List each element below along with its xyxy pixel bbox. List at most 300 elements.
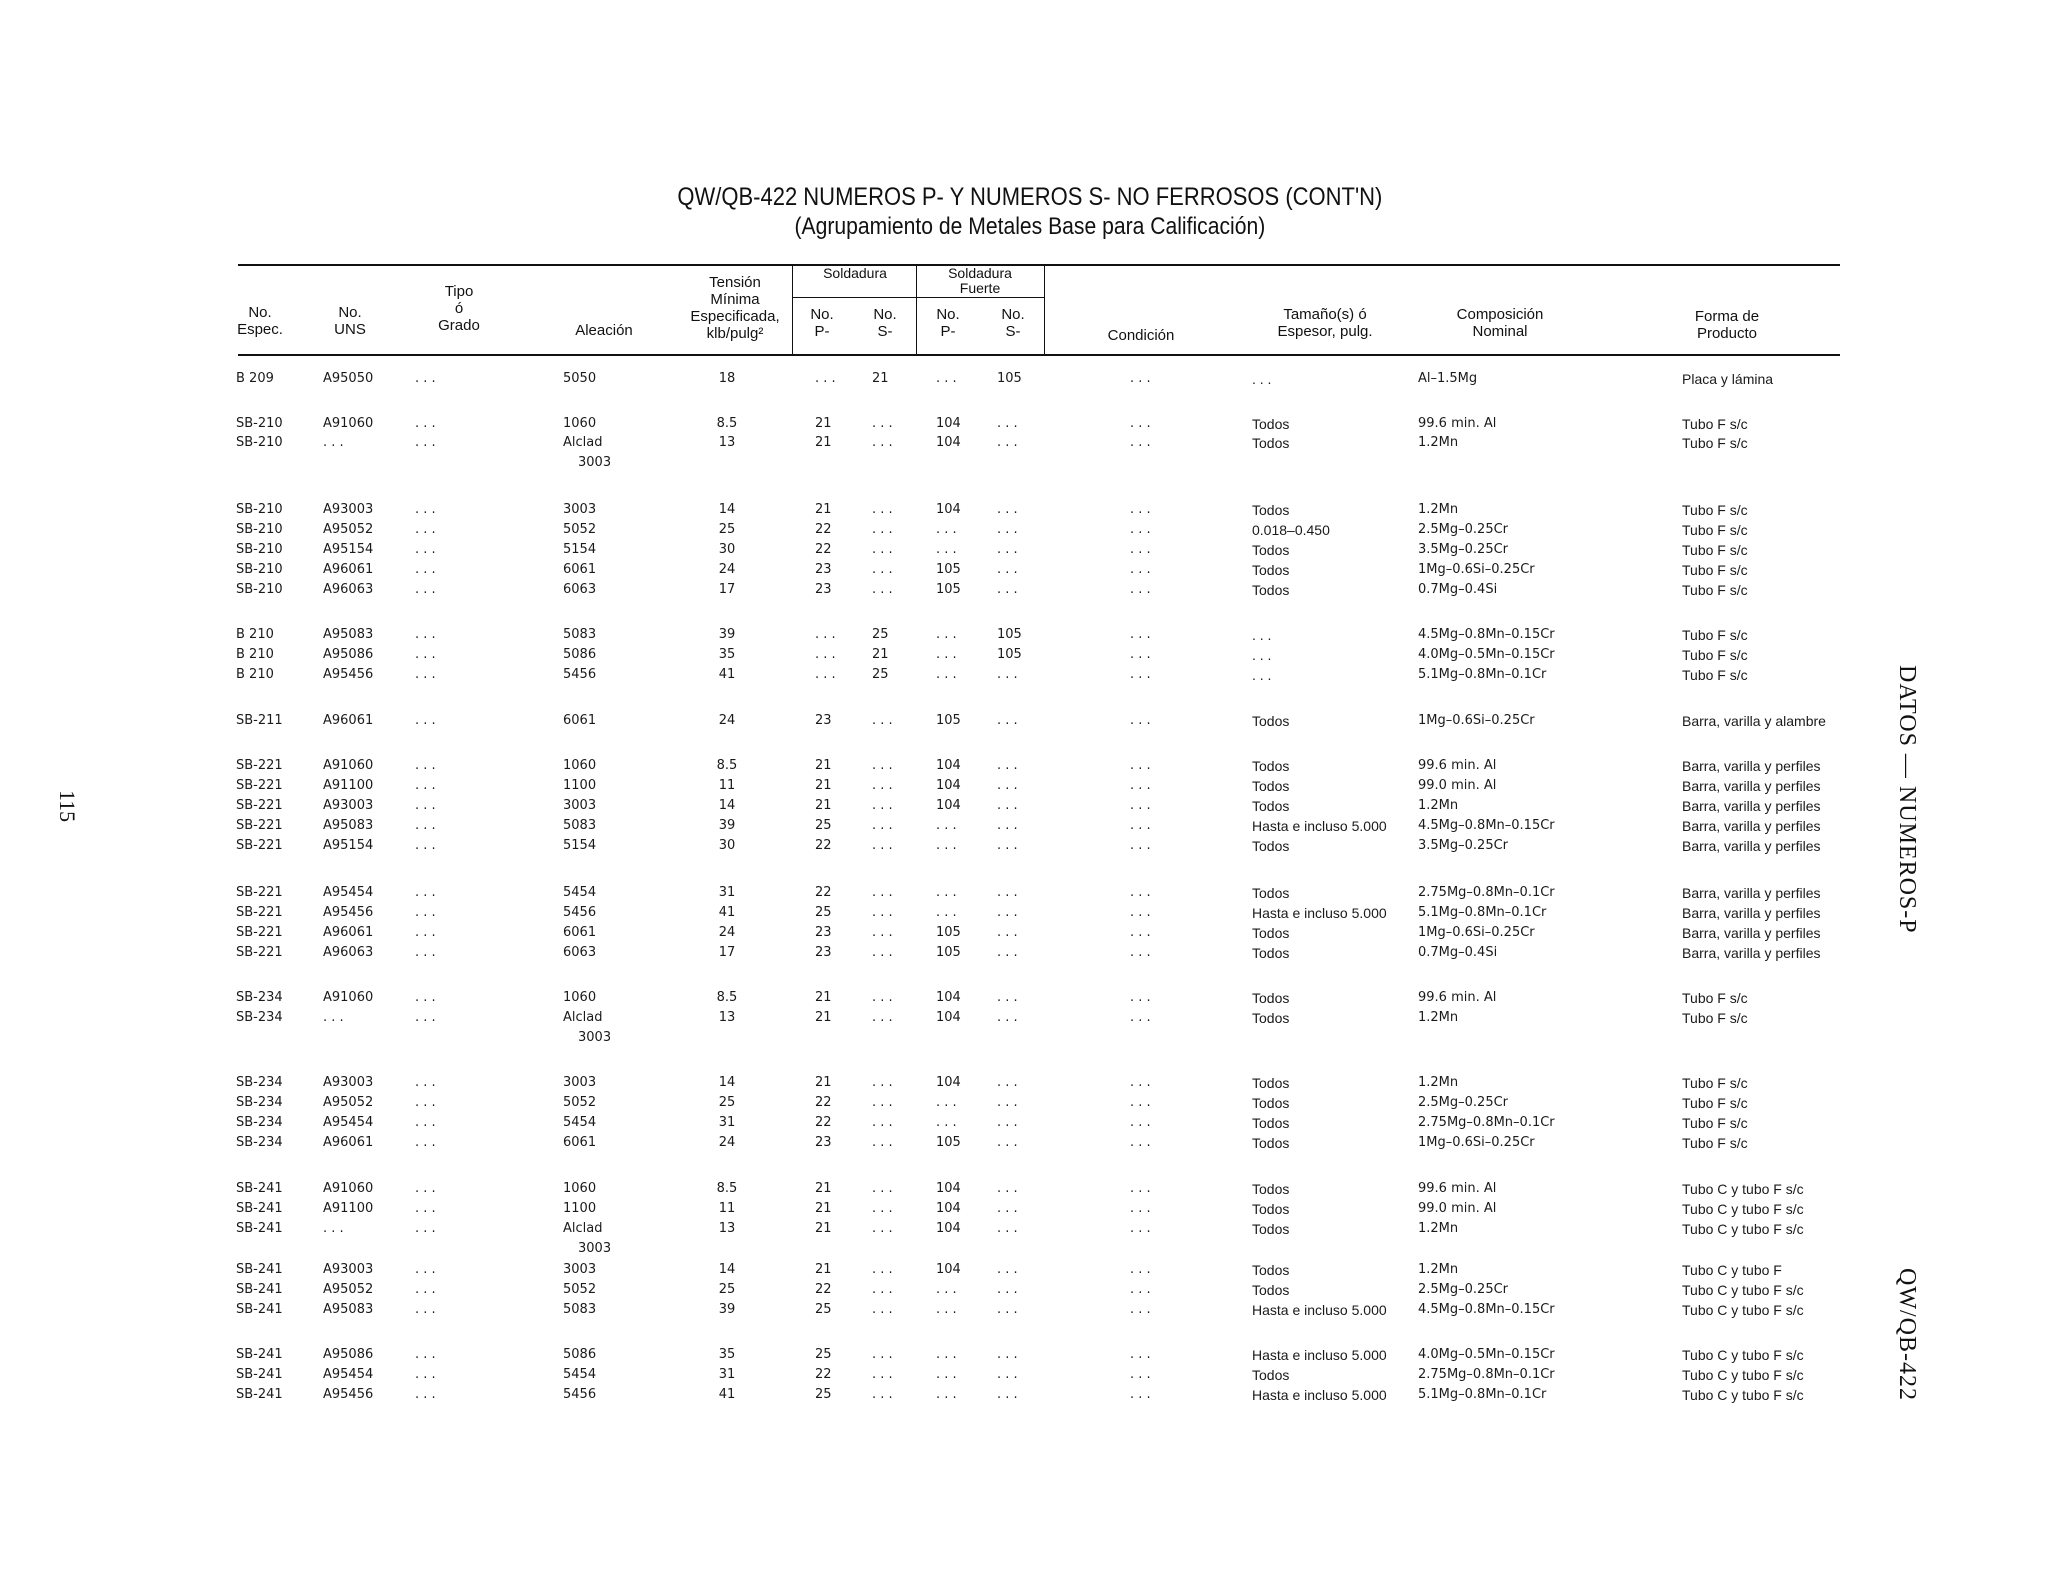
cell-soldadura-s: . . .: [872, 758, 893, 773]
cell-uns: A95154: [323, 542, 374, 557]
cell-aleacion: Alclad: [563, 1221, 603, 1236]
cell-condicion: . . .: [1130, 905, 1151, 920]
cell-condicion: . . .: [1130, 582, 1151, 597]
cell-forma: Tubo C y tubo F s/c: [1682, 1201, 1804, 1217]
cell-forma: Barra, varilla y perfiles: [1682, 838, 1821, 854]
cell-uns: A95454: [323, 1367, 374, 1382]
cell-forma: Tubo F s/c: [1682, 542, 1748, 558]
cell-fuerte-p: . . .: [936, 647, 957, 662]
cell-composicion: 1.2Mn: [1418, 1262, 1459, 1277]
header-composicion-line: Composición: [1456, 306, 1544, 323]
cell-tipo: . . .: [415, 1221, 436, 1236]
cell-tipo: . . .: [415, 1115, 436, 1130]
cell-soldadura-p: 23: [815, 925, 832, 940]
cell-soldadura-s: . . .: [872, 885, 893, 900]
cell-tipo: . . .: [415, 1387, 436, 1402]
cell-fuerte-s: . . .: [997, 522, 1018, 537]
cell-uns: A93003: [323, 1075, 374, 1090]
cell-tension: 41: [718, 667, 736, 682]
cell-tamano: Hasta e incluso 5.000: [1252, 818, 1387, 834]
cell-aleacion: 3003: [563, 502, 597, 517]
cell-soldadura-s: . . .: [872, 1201, 893, 1216]
cell-espec: SB-241: [236, 1387, 283, 1402]
cell-fuerte-p: 105: [936, 1135, 961, 1150]
cell-fuerte-p: 105: [936, 945, 961, 960]
cell-espec: SB-221: [236, 905, 283, 920]
cell-tipo: . . .: [415, 1282, 436, 1297]
cell-tension: 24: [718, 562, 736, 577]
cell-fuerte-p: 104: [936, 1221, 961, 1236]
header-fuerte-s-line: No.: [1001, 306, 1025, 323]
cell-espec: SB-210: [236, 582, 283, 597]
cell-soldadura-s: . . .: [872, 435, 893, 450]
cell-tension: 39: [718, 1302, 736, 1317]
header-soldadura-s-line: S-: [877, 323, 893, 340]
cell-tension: 18: [718, 371, 736, 386]
cell-tamano: 0.018–0.450: [1252, 522, 1330, 538]
cell-fuerte-p: . . .: [936, 1367, 957, 1382]
cell-forma: Tubo F s/c: [1682, 435, 1748, 451]
cell-soldadura-s: . . .: [872, 1095, 893, 1110]
cell-forma: Tubo C y tubo F s/c: [1682, 1282, 1804, 1298]
cell-espec: SB-234: [236, 1010, 283, 1025]
header-condicion: [1061, 327, 1221, 344]
cell-condicion: . . .: [1130, 1181, 1151, 1196]
cell-aleacion: 1100: [563, 1201, 597, 1216]
cell-soldadura-s: . . .: [872, 945, 893, 960]
cell-condicion: . . .: [1130, 1347, 1151, 1362]
cell-composicion: 1.2Mn: [1418, 1221, 1459, 1236]
cell-composicion: 1.2Mn: [1418, 1075, 1459, 1090]
cell-uns: A95083: [323, 1302, 374, 1317]
cell-composicion: 2.5Mg–0.25Cr: [1418, 1095, 1509, 1110]
cell-tipo: . . .: [415, 925, 436, 940]
cell-uns: A95052: [323, 522, 374, 537]
cell-soldadura-p: . . .: [815, 371, 836, 386]
cell-composicion: 0.7Mg–0.4Si: [1418, 945, 1498, 960]
header-tension-line: Tensión: [709, 274, 761, 291]
cell-forma: Tubo C y tubo F s/c: [1682, 1181, 1804, 1197]
cell-forma: Tubo C y tubo F s/c: [1682, 1347, 1804, 1363]
cell-fuerte-p: 104: [936, 1010, 961, 1025]
cell-fuerte-p: 104: [936, 1181, 961, 1196]
header-tipo-line: Tipo: [444, 283, 474, 300]
cell-fuerte-p: . . .: [936, 627, 957, 642]
cell-soldadura-s: . . .: [872, 1282, 893, 1297]
cell-tamano: Todos: [1252, 562, 1290, 578]
cell-tipo: . . .: [415, 582, 436, 597]
cell-espec: SB-234: [236, 1075, 283, 1090]
cell-tipo: . . .: [415, 1010, 436, 1025]
cell-composicion: 2.5Mg–0.25Cr: [1418, 522, 1509, 537]
cell-tipo: . . .: [415, 1367, 436, 1382]
cell-aleacion: 6061: [563, 1135, 597, 1150]
cell-tension: 31: [718, 1115, 736, 1130]
cell-soldadura-p: 21: [815, 1075, 832, 1090]
table-title: QW/QB-422 NUMEROS P- Y NUMEROS S- NO FERROSOS (CONT'N): [677, 183, 1383, 211]
cell-forma: Barra, varilla y perfiles: [1682, 778, 1821, 794]
cell-tamano: Todos: [1252, 1262, 1290, 1278]
cell-tension: 14: [718, 502, 736, 517]
cell-soldadura-s: . . .: [872, 713, 893, 728]
cell-aleacion: 5052: [563, 522, 597, 537]
cell-aleacion: 5456: [563, 667, 597, 682]
cell-condicion: . . .: [1130, 838, 1151, 853]
cell-composicion: 99.0 min. Al: [1418, 1201, 1497, 1216]
cell-tension: 24: [718, 1135, 736, 1150]
cell-uns: A93003: [323, 502, 374, 517]
header-tension-line: klb/pulg²: [706, 325, 764, 342]
cell-condicion: . . .: [1130, 1387, 1151, 1402]
cell-composicion: 1.2Mn: [1418, 1010, 1459, 1025]
cell-espec: SB-221: [236, 758, 283, 773]
cell-fuerte-p: . . .: [936, 838, 957, 853]
cell-soldadura-s: . . .: [872, 562, 893, 577]
cell-tipo: . . .: [415, 416, 436, 431]
cell-forma: Barra, varilla y perfiles: [1682, 925, 1821, 941]
cell-forma: Tubo F s/c: [1682, 416, 1748, 432]
cell-composicion: 1Mg–0.6Si–0.25Cr: [1418, 1135, 1535, 1150]
cell-tamano: Todos: [1252, 502, 1290, 518]
cell-fuerte-s: 105: [997, 647, 1022, 662]
cell-tipo: . . .: [415, 627, 436, 642]
cell-condicion: . . .: [1130, 522, 1151, 537]
cell-tipo: . . .: [415, 990, 436, 1005]
cell-soldadura-p: 23: [815, 582, 832, 597]
cell-fuerte-s: . . .: [997, 838, 1018, 853]
cell-fuerte-p: . . .: [936, 885, 957, 900]
cell-espec: SB-221: [236, 798, 283, 813]
cell-tamano: Todos: [1252, 416, 1290, 432]
cell-soldadura-p: 23: [815, 1135, 832, 1150]
cell-forma: Tubo F s/c: [1682, 1095, 1748, 1111]
cell-tipo: . . .: [415, 713, 436, 728]
cell-tipo: . . .: [415, 1347, 436, 1362]
cell-composicion: 99.6 min. Al: [1418, 1181, 1497, 1196]
cell-composicion: 5.1Mg–0.8Mn–0.1Cr: [1418, 667, 1547, 682]
cell-soldadura-s: . . .: [872, 1135, 893, 1150]
cell-uns: A95456: [323, 667, 374, 682]
cell-forma: Barra, varilla y perfiles: [1682, 758, 1821, 774]
cell-espec: SB-241: [236, 1347, 283, 1362]
cell-soldadura-p: 23: [815, 945, 832, 960]
cell-soldadura-p: 22: [815, 1095, 832, 1110]
cell-composicion: 1Mg–0.6Si–0.25Cr: [1418, 925, 1535, 940]
cell-tamano: Todos: [1252, 1282, 1290, 1298]
cell-tipo: . . .: [415, 371, 436, 386]
cell-tamano: Todos: [1252, 838, 1290, 854]
cell-composicion: 5.1Mg–0.8Mn–0.1Cr: [1418, 1387, 1547, 1402]
cell-fuerte-p: . . .: [936, 1387, 957, 1402]
cell-tension: 31: [718, 885, 736, 900]
cell-condicion: . . .: [1130, 562, 1151, 577]
cell-uns: A95456: [323, 905, 374, 920]
cell-fuerte-s: . . .: [997, 1115, 1018, 1130]
cell-tamano: Todos: [1252, 925, 1290, 941]
header-forma: [1647, 308, 1807, 342]
cell-tipo: . . .: [415, 905, 436, 920]
cell-tamano: . . .: [1252, 647, 1272, 663]
cell-soldadura-p: . . .: [815, 627, 836, 642]
cell-tamano: Todos: [1252, 1115, 1290, 1131]
cell-fuerte-p: 105: [936, 562, 961, 577]
cell-condicion: . . .: [1130, 1095, 1151, 1110]
cell-aleacion: 5454: [563, 885, 597, 900]
cell-soldadura-p: 25: [815, 1302, 832, 1317]
cell-soldadura-s: . . .: [872, 1302, 893, 1317]
cell-espec: SB-210: [236, 542, 283, 557]
cell-forma: Tubo F s/c: [1682, 562, 1748, 578]
cell-tipo: . . .: [415, 885, 436, 900]
cell-tamano: . . .: [1252, 627, 1272, 643]
cell-fuerte-s: . . .: [997, 1201, 1018, 1216]
cell-tension: 24: [718, 925, 736, 940]
cell-uns: A95086: [323, 1347, 374, 1362]
cell-fuerte-p: 104: [936, 1075, 961, 1090]
cell-tension: 14: [718, 1262, 736, 1277]
cell-forma: Barra, varilla y alambre: [1682, 713, 1826, 729]
cell-tension: 24: [718, 713, 736, 728]
cell-condicion: . . .: [1130, 925, 1151, 940]
cell-uns: . . .: [323, 1221, 344, 1236]
cell-espec: SB-234: [236, 1095, 283, 1110]
cell-fuerte-p: . . .: [936, 1115, 957, 1130]
cell-tamano: Todos: [1252, 582, 1290, 598]
header-tension-line: Mínima: [710, 291, 760, 308]
cell-soldadura-s: . . .: [872, 522, 893, 537]
cell-tamano: Todos: [1252, 1075, 1290, 1091]
cell-forma: Tubo C y tubo F s/c: [1682, 1387, 1804, 1403]
cell-tipo: . . .: [415, 778, 436, 793]
cell-uns: A95050: [323, 371, 374, 386]
cell-tipo: . . .: [415, 542, 436, 557]
header-soldadura-p-line: No.: [810, 306, 834, 323]
cell-fuerte-s: . . .: [997, 435, 1018, 450]
cell-fuerte-s: . . .: [997, 885, 1018, 900]
cell-tipo: . . .: [415, 562, 436, 577]
cell-tamano: Todos: [1252, 1367, 1290, 1383]
cell-uns: A95456: [323, 1387, 374, 1402]
header-tamano-line: Tamaño(s) ó: [1283, 306, 1367, 323]
cell-uns: A91100: [323, 778, 374, 793]
cell-soldadura-p: 22: [815, 838, 832, 853]
cell-soldadura-s: . . .: [872, 582, 893, 597]
cell-espec: SB-210: [236, 416, 283, 431]
cell-espec: B 210: [236, 647, 274, 662]
cell-espec: SB-221: [236, 945, 283, 960]
cell-forma: Tubo C y tubo F s/c: [1682, 1302, 1804, 1318]
cell-fuerte-p: . . .: [936, 1347, 957, 1362]
cell-soldadura-p: 21: [815, 1262, 832, 1277]
cell-fuerte-p: 104: [936, 1201, 961, 1216]
cell-tension: 11: [718, 778, 736, 793]
cell-composicion: 3.5Mg–0.25Cr: [1418, 542, 1509, 557]
cell-fuerte-s: . . .: [997, 925, 1018, 940]
header-bottom-rule: [238, 354, 1840, 356]
cell-fuerte-s: . . .: [997, 1367, 1018, 1382]
cell-aleacion: 3003: [563, 1262, 597, 1277]
cell-tamano: Todos: [1252, 798, 1290, 814]
cell-tamano: Todos: [1252, 435, 1290, 451]
cell-soldadura-p: 25: [815, 905, 832, 920]
cell-uns: A96061: [323, 1135, 374, 1150]
cell-fuerte-p: . . .: [936, 522, 957, 537]
cell-fuerte-s: . . .: [997, 778, 1018, 793]
header-condicion-line: Condición: [1107, 327, 1175, 344]
cell-fuerte-p: 104: [936, 990, 961, 1005]
header-tamano: [1245, 306, 1405, 340]
cell-fuerte-s: . . .: [997, 502, 1018, 517]
cell-espec: SB-210: [236, 502, 283, 517]
cell-forma: Barra, varilla y perfiles: [1682, 885, 1821, 901]
side-label-section: DATOS — NUMEROS-P: [1894, 665, 1920, 934]
header-tipo: [379, 283, 539, 334]
cell-soldadura-p: 23: [815, 562, 832, 577]
cell-composicion: 1.2Mn: [1418, 435, 1459, 450]
cell-tension: 30: [718, 838, 736, 853]
cell-uns: A95052: [323, 1095, 374, 1110]
cell-tamano: Todos: [1252, 713, 1290, 729]
cell-tension: 13: [718, 435, 736, 450]
cell-fuerte-p: 105: [936, 713, 961, 728]
cell-tension: 14: [718, 1075, 736, 1090]
cell-uns: . . .: [323, 1010, 344, 1025]
cell-condicion: . . .: [1130, 1075, 1151, 1090]
cell-tamano: Todos: [1252, 1221, 1290, 1237]
cell-fuerte-p: 104: [936, 416, 961, 431]
cell-uns: A91100: [323, 1201, 374, 1216]
cell-aleacion: 5154: [563, 542, 597, 557]
cell-fuerte-s: . . .: [997, 1282, 1018, 1297]
header-composicion-line: Nominal: [1472, 323, 1528, 340]
cell-condicion: . . .: [1130, 647, 1151, 662]
cell-fuerte-p: . . .: [936, 1282, 957, 1297]
cell-fuerte-p: . . .: [936, 542, 957, 557]
cell-soldadura-s: . . .: [872, 838, 893, 853]
cell-soldadura-s: 21: [872, 371, 889, 386]
cell-composicion: 0.7Mg–0.4Si: [1418, 582, 1498, 597]
cell-tension: 13: [718, 1221, 736, 1236]
cell-forma: Tubo F s/c: [1682, 502, 1748, 518]
cell-uns: A95086: [323, 647, 374, 662]
cell-espec: SB-221: [236, 925, 283, 940]
cell-aleacion: 5154: [563, 838, 597, 853]
cell-soldadura-p: 21: [815, 990, 832, 1005]
cell-condicion: . . .: [1130, 1302, 1151, 1317]
cell-soldadura-p: 21: [815, 758, 832, 773]
cell-soldadura-p: 22: [815, 1282, 832, 1297]
cell-soldadura-s: 25: [872, 667, 889, 682]
cell-uns: A91060: [323, 416, 374, 431]
header-soldadura-s-line: No.: [873, 306, 897, 323]
cell-soldadura-p: 21: [815, 502, 832, 517]
cell-forma: Tubo C y tubo F s/c: [1682, 1221, 1804, 1237]
cell-condicion: . . .: [1130, 667, 1151, 682]
cell-fuerte-p: . . .: [936, 818, 957, 833]
cell-uns: A95454: [323, 1115, 374, 1130]
cell-tipo: . . .: [415, 1075, 436, 1090]
cell-aleacion: 1060: [563, 416, 597, 431]
cell-forma: Barra, varilla y perfiles: [1682, 798, 1821, 814]
cell-aleacion: Alclad: [563, 1010, 603, 1025]
cell-composicion: 1Mg–0.6Si–0.25Cr: [1418, 713, 1535, 728]
cell-uns: A95154: [323, 838, 374, 853]
cell-composicion: 99.0 min. Al: [1418, 778, 1497, 793]
cell-aleacion: 1060: [563, 990, 597, 1005]
header-tension-line: Especificada,: [690, 308, 780, 325]
header-uns-line: No.: [338, 304, 362, 321]
cell-aleacion: 3003: [563, 798, 597, 813]
header-soldadura: [795, 266, 915, 281]
cell-soldadura-p: 21: [815, 1181, 832, 1196]
cell-tamano: Todos: [1252, 1095, 1290, 1111]
cell-fuerte-s: . . .: [997, 1095, 1018, 1110]
cell-soldadura-p: 22: [815, 522, 832, 537]
cell-condicion: . . .: [1130, 1367, 1151, 1382]
header-fuerte-p-line: No.: [936, 306, 960, 323]
cell-tipo: . . .: [415, 798, 436, 813]
cell-tension: 13: [718, 1010, 736, 1025]
header-soldadura-p-line: P-: [814, 323, 830, 340]
cell-uns: A96063: [323, 945, 374, 960]
cell-espec: SB-221: [236, 838, 283, 853]
cell-fuerte-s: . . .: [997, 818, 1018, 833]
cell-soldadura-s: 21: [872, 647, 889, 662]
cell-forma: Tubo F s/c: [1682, 582, 1748, 598]
cell-soldadura-s: . . .: [872, 1221, 893, 1236]
cell-soldadura-s: . . .: [872, 925, 893, 940]
cell-tamano: Todos: [1252, 990, 1290, 1006]
cell-tamano: . . .: [1252, 371, 1272, 387]
cell-tamano: Todos: [1252, 1010, 1290, 1026]
cell-forma: Barra, varilla y perfiles: [1682, 905, 1821, 921]
cell-fuerte-s: . . .: [997, 416, 1018, 431]
cell-espec: SB-210: [236, 522, 283, 537]
cell-soldadura-s: . . .: [872, 416, 893, 431]
cell-fuerte-p: . . .: [936, 371, 957, 386]
cell-aleacion: 3003: [563, 1075, 597, 1090]
cell-aleacion: 5052: [563, 1095, 597, 1110]
cell-uns: A95454: [323, 885, 374, 900]
cell-tipo: . . .: [415, 1181, 436, 1196]
cell-fuerte-s: . . .: [997, 798, 1018, 813]
cell-soldadura-s: . . .: [872, 502, 893, 517]
cell-composicion: 5.1Mg–0.8Mn–0.1Cr: [1418, 905, 1547, 920]
cell-forma: Barra, varilla y perfiles: [1682, 818, 1821, 834]
cell-tipo: . . .: [415, 1302, 436, 1317]
cell-aleacion: 5052: [563, 1282, 597, 1297]
cell-espec: SB-221: [236, 818, 283, 833]
cell-condicion: . . .: [1130, 627, 1151, 642]
cell-forma: Barra, varilla y perfiles: [1682, 945, 1821, 961]
cell-aleacion: 5456: [563, 1387, 597, 1402]
header-forma-line: Producto: [1696, 325, 1758, 342]
cell-soldadura-p: . . .: [815, 647, 836, 662]
cell-tamano: . . .: [1252, 667, 1272, 683]
cell-aleacion: 5086: [563, 647, 597, 662]
cell-tension: 8.5: [716, 416, 738, 431]
header-espec-line: Espec.: [237, 321, 283, 338]
cell-aleacion: 5083: [563, 1302, 597, 1317]
cell-soldadura-s: . . .: [872, 990, 893, 1005]
cell-composicion: 4.5Mg–0.8Mn–0.15Cr: [1418, 818, 1555, 833]
cell-condicion: . . .: [1130, 435, 1151, 450]
cell-soldadura-p: 22: [815, 1115, 832, 1130]
cell-aleacion-sub: 3003: [578, 455, 612, 470]
cell-forma: Tubo F s/c: [1682, 1075, 1748, 1091]
cell-tension: 8.5: [716, 990, 738, 1005]
cell-tension: 8.5: [716, 1181, 738, 1196]
